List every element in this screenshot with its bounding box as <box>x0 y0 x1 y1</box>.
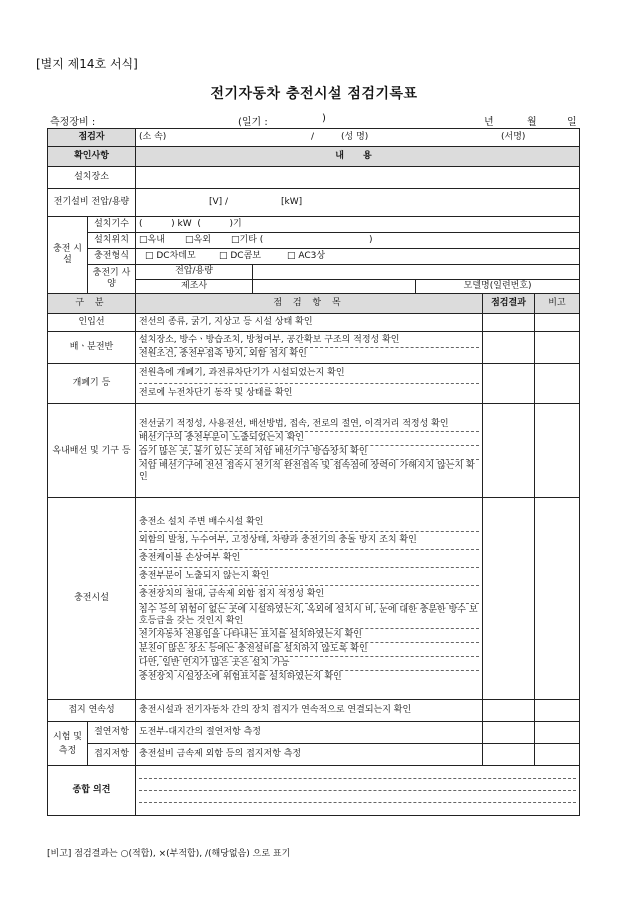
opinion-row <box>48 766 580 816</box>
column-result: 점검결과 <box>483 294 535 314</box>
inspector-name: (성 명) <box>341 132 369 142</box>
result-cell[interactable] <box>483 314 535 332</box>
inspector-slash: / <box>311 132 315 142</box>
type-combo-checkbox[interactable]: □ DC콤보 <box>219 251 261 261</box>
location-indoor-checkbox[interactable]: □옥내 <box>139 235 165 245</box>
install-place-label: 설치장소 <box>48 167 136 189</box>
row-items <box>136 404 483 498</box>
inspector-label: 점검자 <box>48 129 136 147</box>
check-item: 전원조건, 충전부접촉 방지, 외함 접지 확인 <box>139 349 307 359</box>
confirm-header-row <box>48 147 580 167</box>
result-cell[interactable] <box>483 744 535 766</box>
content-label: 내 용 <box>136 147 580 167</box>
inspector-row <box>48 129 580 147</box>
charger-type-options <box>136 249 580 265</box>
result-cell[interactable] <box>483 404 535 498</box>
charger-spec-label: 충전기 사양 <box>88 265 136 294</box>
charger-location-row <box>48 233 580 249</box>
page-title: 전기자동차 충전시설 점검기록표 <box>210 86 418 102</box>
insulation-label: 절연저항 <box>88 722 136 744</box>
note-cell[interactable] <box>535 364 580 404</box>
measure-label: 시험 및 측정 <box>48 722 88 766</box>
equipment-label: 측정장비 : <box>50 117 96 128</box>
type-ac3-checkbox[interactable]: □ AC3상 <box>287 251 326 261</box>
column-note: 비고 <box>535 294 580 314</box>
table-row <box>48 498 580 700</box>
table-row <box>48 332 580 364</box>
note-cell[interactable] <box>535 722 580 744</box>
inspector-fields <box>136 129 580 147</box>
check-item: 다만, 일반 먼지가 많은 곳은 설치 가능 <box>139 657 479 671</box>
opinion-field[interactable] <box>136 766 580 816</box>
row-items <box>136 700 483 722</box>
inspector-affiliation: (소 속) <box>139 132 167 142</box>
check-item: 저압 배선기구에 전선 접속시 전기적 완전접속 및 접속점에 장력이 가해지지 않는지 확인 <box>139 460 475 482</box>
spec-maker-label: 제조사 <box>136 279 253 293</box>
check-item: 설치장소, 방수ㆍ방습조치, 방청여부, 공간확보 구조의 적정성 확인 <box>139 334 479 348</box>
charger-location-label: 설치위치 <box>88 233 136 249</box>
install-place-value[interactable] <box>136 167 580 189</box>
table-row <box>48 700 580 722</box>
inspection-table <box>47 128 580 816</box>
spec-voltage-label: 전압/용량 <box>136 265 253 279</box>
charger-location-options <box>136 233 580 249</box>
confirm-label: 확인사항 <box>48 147 136 167</box>
check-item: 충전장치의 철대, 금속제 외함 접지 적정성 확인 <box>139 586 479 604</box>
check-item: 충전케이블 손상여부 확인 <box>139 550 479 568</box>
charger-count-value[interactable]: ( ) kW ( )기 <box>136 217 580 233</box>
check-item: 전선의 종류, 굵기, 지상고 등 시설 상태 확인 <box>139 317 313 327</box>
measure-insulation-row <box>48 722 580 744</box>
type-chademo-checkbox[interactable]: □ DC차데모 <box>145 251 196 261</box>
note-cell[interactable] <box>535 404 580 498</box>
result-cell[interactable] <box>483 364 535 404</box>
charger-type-row <box>48 249 580 265</box>
spec-model-label: 모델명(일련번호) <box>463 280 532 291</box>
check-item: 충전장치 시설장소에 위험표지를 설치하였는지 확인 <box>139 671 342 682</box>
row-category: 인입선 <box>48 314 136 332</box>
row-category: 충전시설 <box>48 498 136 700</box>
date-year: 년 <box>484 117 494 128</box>
column-items: 점 검 항 목 <box>136 294 483 314</box>
result-cell[interactable] <box>483 700 535 722</box>
date-day: 일 <box>567 117 577 128</box>
location-other-close: ) <box>369 235 373 245</box>
power-value[interactable] <box>136 189 580 217</box>
charger-count-label: 설치기수 <box>88 217 136 233</box>
row-category: 접지 연속성 <box>48 700 136 722</box>
check-item: 습기 많은 곳, 물기 있는 곳의 저압 배선기구 방습장치 확인 <box>139 446 479 460</box>
note-cell[interactable] <box>535 744 580 766</box>
table-row <box>48 314 580 332</box>
row-category: 옥내배선 및 기구 등 <box>48 404 136 498</box>
check-item: 외함의 발청, 누수여부, 고정상태, 차량과 충전기의 충돌 방지 조치 확인 <box>139 532 479 550</box>
ground-label: 접지저항 <box>88 744 136 766</box>
row-items <box>136 314 483 332</box>
row-items <box>136 364 483 404</box>
charger-count-row <box>48 217 580 233</box>
power-unit-kw: [kW] <box>281 197 303 207</box>
weather-label: (일기 : <box>238 117 268 128</box>
row-category: 배ㆍ분전반 <box>48 332 136 364</box>
row-category: 개폐기 등 <box>48 364 136 404</box>
check-item: 분진이 많은 장소 등에는 충전설비를 설치하지 않도록 확인 <box>139 643 479 657</box>
weather-close: ) <box>322 113 326 124</box>
form-code: [별지 제14호 서식] <box>36 57 138 71</box>
table-row <box>48 364 580 404</box>
note-cell[interactable] <box>535 700 580 722</box>
row-items <box>136 498 483 700</box>
charger-group-label: 충전 시설 <box>48 217 88 294</box>
power-unit-v: [V] / <box>209 197 229 207</box>
install-place-row <box>48 167 580 189</box>
check-item: 충전부분이 노출되지 않는지 확인 <box>139 568 479 586</box>
ground-item: 충전설비 금속제 외함 등의 접지저항 측정 <box>136 744 483 766</box>
location-outdoor-checkbox[interactable]: □옥외 <box>185 235 211 245</box>
check-item: 전원측에 개폐기, 과전류차단기가 시설되었는지 확인 <box>139 364 479 384</box>
opinion-label: 종합 의견 <box>48 766 136 816</box>
charger-type-label: 충전형식 <box>88 249 136 265</box>
footnote: [비고] 점검결과는 ○(적합), ×(부적합), /(해당없음) 으로 표기 <box>47 849 291 859</box>
result-cell[interactable] <box>483 722 535 744</box>
result-cell[interactable] <box>483 498 535 700</box>
check-item: 충전소 설치 주변 배수시설 확인 <box>139 514 479 532</box>
row-items <box>136 332 483 364</box>
table-row <box>48 404 580 498</box>
note-cell[interactable] <box>535 498 580 700</box>
power-row <box>48 189 580 217</box>
check-item: 배선기구의 충전부분이 노출되었는지 확인 <box>139 432 479 446</box>
column-header-row <box>48 294 580 314</box>
inspector-sign: (서명) <box>501 132 526 142</box>
check-item: 전로에 누전차단기 동작 및 상태를 확인 <box>139 388 293 398</box>
result-cell[interactable] <box>483 332 535 364</box>
check-item: 충전시설과 전기자동차 간의 장치 접지가 연속적으로 연결되는지 확인 <box>139 705 412 715</box>
measure-ground-row <box>48 744 580 766</box>
note-cell[interactable] <box>535 332 580 364</box>
check-item: 전선굵기 적정성, 사용전선, 배선방법, 접속, 전로의 절연, 이격거리 적정성 확인 <box>139 418 479 432</box>
power-label: 전기설비 전압/용량 <box>48 189 136 217</box>
check-item: 전기자동차 전용임을 나타내는 표지를 설치하였는지 확인 <box>139 629 479 643</box>
note-cell[interactable] <box>535 314 580 332</box>
check-item: 침수 등의 위험이 없는 곳에 시설하였는지, 옥외에 설치시 비, 눈에 대한 충분한 방수 보호등급을 갖는 것인지 확인 <box>139 604 479 629</box>
column-category: 구 분 <box>48 294 136 314</box>
insulation-item: 도전부-대지간의 절연저항 측정 <box>136 722 483 744</box>
charger-spec-grid <box>136 265 580 294</box>
charger-spec-row <box>48 265 580 294</box>
date-month: 월 <box>527 117 537 128</box>
location-other-checkbox[interactable]: □기타 ( <box>231 235 264 245</box>
